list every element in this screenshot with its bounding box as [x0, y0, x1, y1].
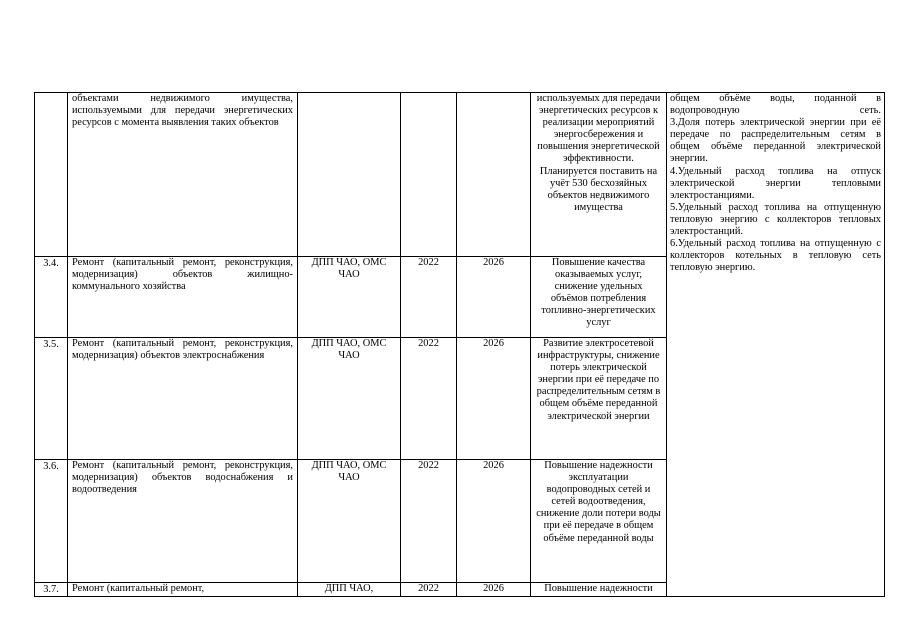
start-year: 2022 — [401, 460, 457, 583]
measure-title: объектами недвижимого имущества, используемыми для передачи энергетических ресурсов с момента выявления таких объектов — [68, 93, 298, 257]
row-number: 3.5. — [35, 338, 68, 460]
executor: ДПП ЧАО, — [298, 583, 401, 597]
table-body — [35, 93, 885, 597]
indicator-item: 4.Удельный расход топлива на отпуск электрической энергии тепловыми электростанциями. — [670, 165, 881, 201]
end-year: 2026 — [457, 460, 531, 583]
start-year: 2022 — [401, 257, 457, 338]
measure-title: Ремонт (капитальный ремонт, реконструкция, модернизация) объектов жилищно-коммунального хозяйства — [68, 257, 298, 338]
indicators-cell — [667, 93, 885, 597]
expected-result: Повышение надежности эксплуатации водопроводных сетей и сетей водоотведения, снижение доли потери воды при её передаче в общем объёме переданной воды — [531, 460, 667, 583]
executor — [298, 93, 401, 257]
start-year — [401, 93, 457, 257]
expected-result: Развитие электросетевой инфраструктуры, снижение потерь электрической энергии при её передаче по распределительным сетям в общем объёме переданной электрической энергии — [531, 338, 667, 460]
executor: ДПП ЧАО, ОМС ЧАО — [298, 257, 401, 338]
document-table — [34, 92, 885, 597]
executor: ДПП ЧАО, ОМС ЧАО — [298, 338, 401, 460]
measure-title: Ремонт (капитальный ремонт, реконструкция, модернизация) объектов водоснабжения и водоотведения — [68, 460, 298, 583]
indicator-item: 3.Доля потерь электрической энергии при её передаче по распределительным сетям в общем объёме переданной электрической энергии. — [670, 117, 881, 165]
table-row — [35, 93, 885, 257]
row-number: 3.4. — [35, 257, 68, 338]
expected-result: Повышение качества оказываемых услуг, снижение удельных объёмов потребления топливно-энергетических услуг — [531, 257, 667, 338]
row-number — [35, 93, 68, 257]
measure-title: Ремонт (капитальный ремонт, реконструкция, модернизация) объектов электроснабжения — [68, 338, 298, 460]
end-year: 2026 — [457, 257, 531, 338]
row-number: 3.6. — [35, 460, 68, 583]
expected-result: Повышение надежности — [531, 583, 667, 597]
executor: ДПП ЧАО, ОМС ЧАО — [298, 460, 401, 583]
start-year: 2022 — [401, 338, 457, 460]
end-year: 2026 — [457, 583, 531, 597]
end-year: 2026 — [457, 338, 531, 460]
indicator-item: 6.Удельный расход топлива на отпущенную с коллекторов котельных в тепловую сеть тепловую энергию. — [670, 238, 881, 274]
indicator-item: 5.Удельный расход топлива на отпущенную тепловую энергию с коллекторов тепловых электростанций. — [670, 201, 881, 238]
indicator-item: общем объёме воды, поданной в водопроводную сеть. — [670, 93, 881, 117]
expected-result: используемых для передачи энергетических ресурсов к реализации мероприятий энергосбережения и повышения энергетической эффективности. Планируется поставить на учёт 530 бесхозяйных объектов недвижимого имущества — [531, 93, 667, 257]
start-year: 2022 — [401, 583, 457, 597]
measure-title: Ремонт (капитальный ремонт, — [68, 583, 298, 597]
row-number: 3.7. — [35, 583, 68, 597]
end-year — [457, 93, 531, 257]
